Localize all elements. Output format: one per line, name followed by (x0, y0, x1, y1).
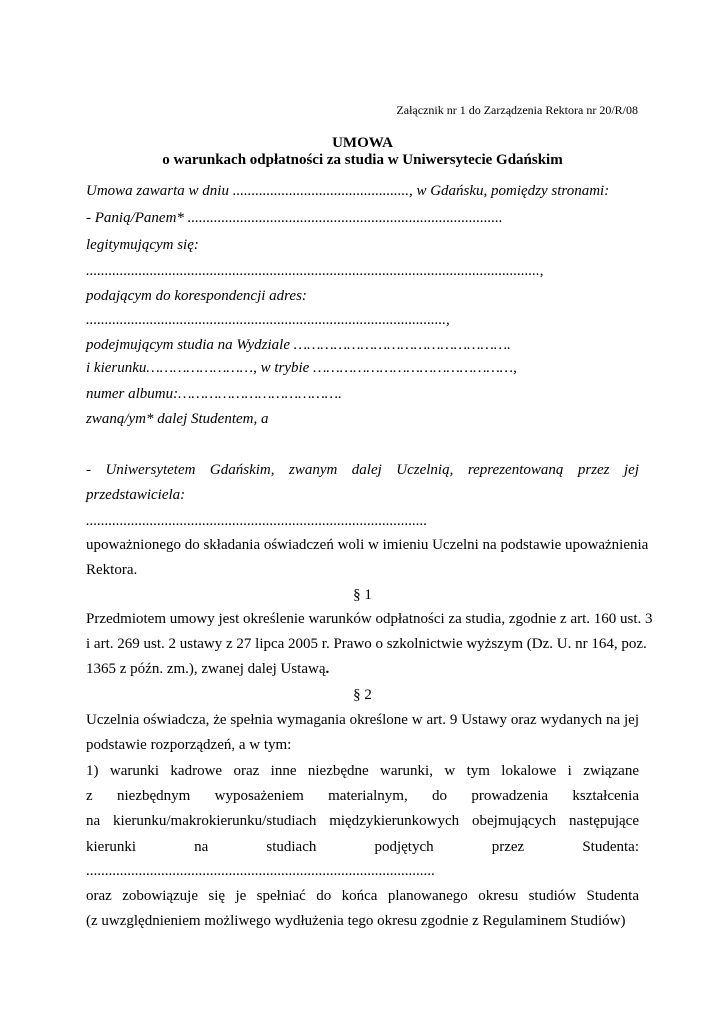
section-1-text (86, 662, 329, 677)
section-1-text-main: 1365 z późn. zm.), zwanej dalej Ustawą (86, 661, 326, 677)
section-1-text-end: . (325, 661, 330, 677)
section-1-text: Przedmiotem umowy jest określenie warunków odpłatności za studia, zgodnie z art. 160 ust. 3 (86, 611, 653, 627)
fields-of-study-line: ............................................................................................. (86, 863, 435, 879)
section-2-item-1: 1) warunki kadrowe oraz inne niezbędne warunki, w tym lokalowe i związane (86, 763, 639, 779)
address-label: podającym do korespondencji adres: (86, 288, 307, 304)
field-of-study: i kierunku……………………, w trybie ………………………………………, (86, 360, 517, 376)
section-2-text: oraz zobowiązuje się je spełniać do końca planowanego okresu studiów Studenta (86, 888, 639, 904)
representative-line: ........................................................................................... (86, 513, 428, 529)
id-line: ........................................................................................................................., (86, 263, 544, 279)
student-definition: zwaną/ym* dalej Studentem, a (86, 411, 269, 427)
university-party: - Uniwersytetem Gdańskim, zwanym dalej Uczelnią, reprezentowaną przez jej (86, 462, 639, 478)
id-label: legitymującym się: (86, 237, 199, 253)
section-2-item-1: na kierunku/makrokierunku/studiach międzykierunkowych obejmujących następujące (86, 813, 639, 829)
section-1-heading: § 1 (353, 587, 372, 603)
faculty-field: podejmującym studia na Wydziale …………………………………………. (86, 337, 511, 353)
section-2-text: (z uwzględnieniem możliwego wydłużenia tego okresu zgodnie z Regulaminem Studiów) (86, 913, 626, 929)
document-title: UMOWA (332, 135, 393, 151)
section-2-item-1: z niezbędnym wyposażeniem materialnym, do prowadzenia kształcenia (86, 788, 639, 804)
section-2-item-1: kierunki na studiach podjętych przez Studenta: (86, 839, 639, 855)
university-party-cont: przedstawiciela: (86, 487, 186, 503)
address-line: ................................................................................................, (86, 312, 450, 328)
contract-intro: Umowa zawarta w dniu ..............................................., w Gdańsku, pomiędzy stronami: (86, 183, 610, 199)
student-name-field: - Panią/Panem* .................................................................................... (86, 210, 503, 226)
section-1-text: i art. 269 ust. 2 ustawy z 27 lipca 2005 r. Prawo o szkolnictwie wyższym (Dz. U. nr 164, poz. (86, 636, 647, 652)
authorization-text: upoważnionego do składania oświadczeń woli w imieniu Uczelni na podstawie upoważnienia (86, 537, 649, 553)
authorization-text-cont: Rektora. (86, 562, 138, 578)
album-number: numer albumu:………………………………. (86, 386, 342, 402)
document-subtitle: o warunkach odpłatności za studia w Uniwersytecie Gdańskim (162, 152, 563, 168)
document-reference: Załącznik nr 1 do Zarządzenia Rektora nr 20/R/08 (396, 103, 638, 117)
section-2-text: podstawie rozporządzeń, a w tym: (86, 737, 292, 753)
section-2-text: Uczelnia oświadcza, że spełnia wymagania określone w art. 9 Ustawy oraz wydanych na jej (86, 712, 639, 728)
section-2-heading: § 2 (353, 687, 372, 703)
